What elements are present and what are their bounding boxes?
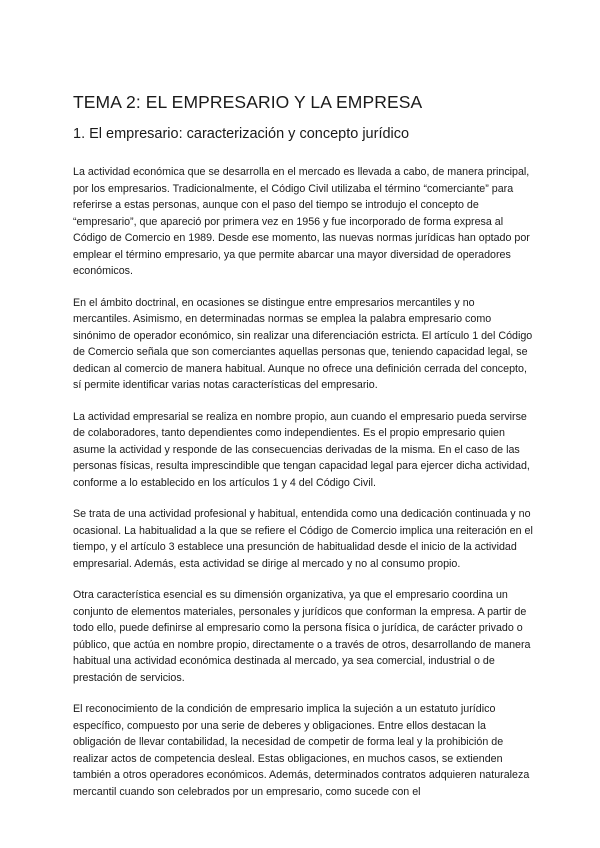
document-body	[73, 92, 535, 800]
paragraph-2: En el ámbito doctrinal, en ocasiones se distingue entre empresarios mercantiles y no mercantiles. Asimismo, en determinadas normas se emplea la palabra empresario como sinónimo de operador económico, sin realizar una diferenciación estricta. El artículo 1 del Código de Comercio señala que son comerciantes aquellas personas que, teniendo capacidad legal, se dedican al comercio de manera habitual. Aunque no ofrece una definición cerrada del concepto, sí permite identificar varias notas características del empresario.	[73, 296, 533, 391]
paragraph-1: La actividad económica que se desarrolla en el mercado es llevada a cabo, de manera principal, por los empresarios. Tradicionalmente, el Código Civil utilizaba el término “comerciante” para referirse a estas personas, aunque con el paso del tiempo se introdujo el concepto de “empresario”, que apareció por primera vez en 1956 y fue incorporado de forma expresa al Código de Comercio en 1989. Desde ese momento, las nuevas normas jurídicas han optado por emplear el término empresario, ya que permite abarcar una mayor diversidad de operadores económicos.	[73, 166, 530, 277]
paragraph-6: El reconocimiento de la condición de empresario implica la sujeción a un estatuto jurídico específico, compuesto por una serie de deberes y obligaciones. Entre ellos destacan la obligación de llevar contabilidad, la necesidad de competir de forma leal y la prohibición de realizar actos de competencia desleal. Estas obligaciones, en muchos casos, se extienden también a otros operadores económicos. Además, determinados contratos adquieren naturaleza mercantil cuando son celebrados por un empresario, como sucede con el	[73, 703, 530, 798]
paragraph-3: La actividad empresarial se realiza en nombre propio, aun cuando el empresario pueda servirse de colaboradores, tanto dependientes como independientes. Es el propio empresario quien asume la actividad y responde de las consecuencias derivadas de la misma. En el caso de las personas físicas, resulta imprescindible que tengan capacidad legal para ejercer dicha actividad, conforme a lo establecido en los artículos 1 y 4 del Código Civil.	[73, 410, 530, 489]
section-heading: 1. El empresario: caracterización y concepto jurídico	[73, 126, 410, 142]
document-title: TEMA 2: EL EMPRESARIO Y LA EMPRESA	[73, 92, 423, 112]
paragraph-5: Otra característica esencial es su dimensión organizativa, ya que el empresario coordina un conjunto de elementos materiales, personales y jurídicos que conforman la empresa. A partir de todo ello, puede definirse al empresario como la persona física o jurídica, de carácter privado o público, que actúa en nombre propio, directamente o a través de otros, desarrollando de manera habitual una actividad económica destinada al mercado, ya sea comercial, industrial o de prestación de servicios.	[73, 589, 531, 684]
paragraph-4: Se trata de una actividad profesional y habitual, entendida como una dedicación continuada y no ocasional. La habitualidad a la que se refiere el Código de Comercio implica una reiteración en el tiempo, y el artículo 3 establece una presunción de habitualidad desde el inicio de la actividad empresarial. Además, esta actividad se dirige al mercado y no al consumo propio.	[73, 508, 533, 570]
